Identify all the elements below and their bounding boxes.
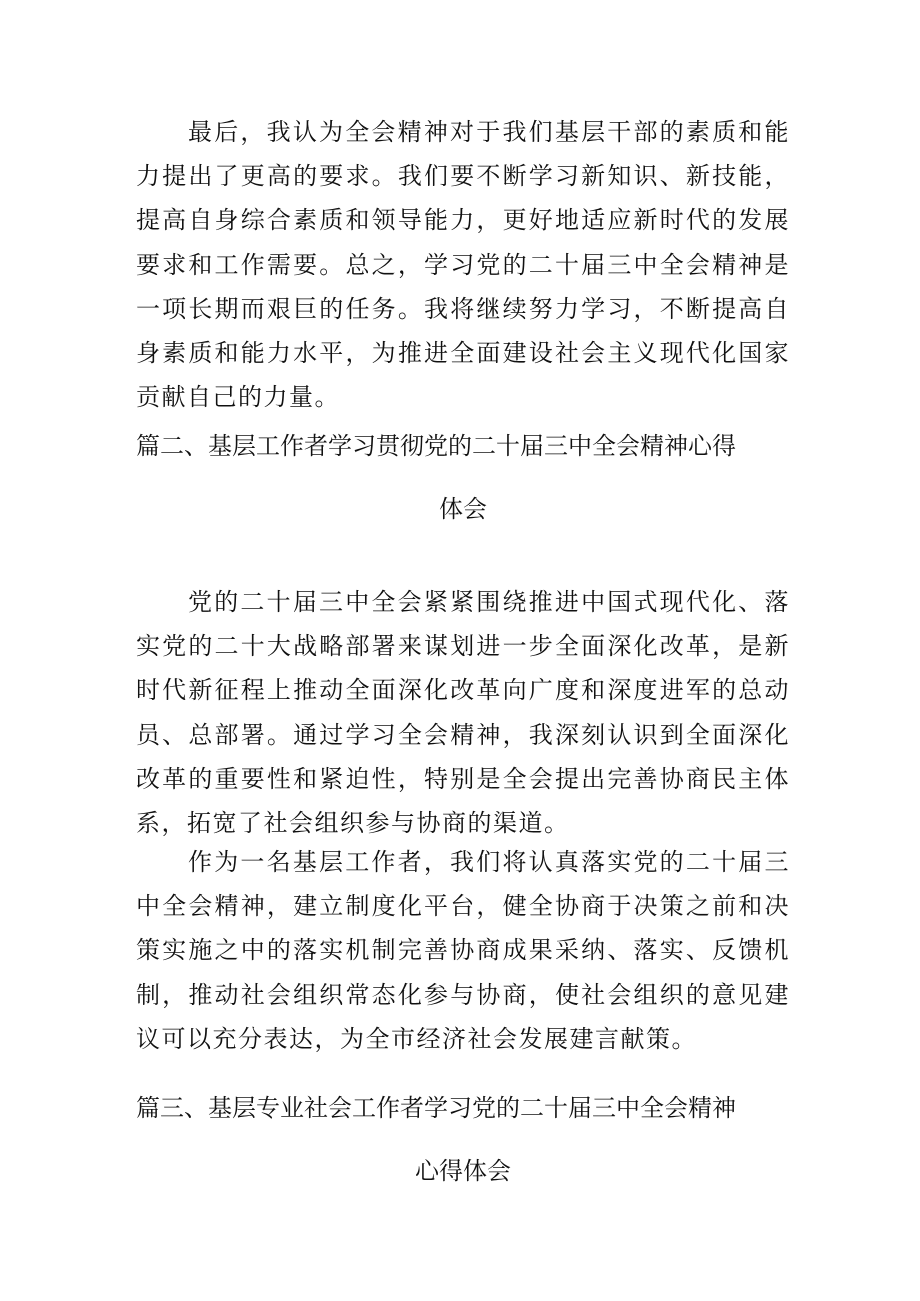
section-heading-3	[136, 1093, 790, 1186]
section-2-paragraph-2: 作为一名基层工作者，我们将认真落实党的二十届三中全会精神，建立制度化平台，健全协商于决策之前和决策实施之中的落实机制完善协商成果采纳、落实、反馈机制，推动社会组织常态化参与协商，使社会组织的意见建议可以充分表达，为全市经济社会发展建言献策。	[136, 848, 790, 1053]
section-2-paragraph-1: 党的二十届三中全会紧紧围绕推进中国式现代化、落实党的二十大战略部署来谋划进一步全面深化改革，是新时代新征程上推动全面深化改革向广度和深度进军的总动员、总部署。通过学习全会精神，我深刻认识到全面深化改革的重要性和紧迫性，特别是全会提出完善协商民主体系，拓宽了社会组织参与协商的渠道。	[136, 588, 790, 838]
section-heading-2	[136, 431, 790, 524]
section-heading-2-line2: 体会	[439, 495, 487, 523]
section-heading-3-line2: 心得体会	[415, 1157, 511, 1185]
section-heading-3-line1: 篇三、基层专业社会工作者学习党的二十届三中全会精神	[136, 1094, 736, 1122]
section-heading-2-line1: 篇二、基层工作者学习贯彻党的二十届三中全会精神心得	[136, 432, 736, 460]
paragraph-conclusion: 最后，我认为全会精神对于我们基层干部的素质和能力提出了更高的要求。我们要不断学习新知识、新技能，提高自身综合素质和领导能力，更好地适应新时代的发展要求和工作需要。总之，学习党的二十届三中全会精神是一项长期而艰巨的任务。我将继续努力学习，不断提高自身素质和能力水平，为推进全面建设社会主义现代化国家贡献自己的力量。	[136, 118, 790, 412]
